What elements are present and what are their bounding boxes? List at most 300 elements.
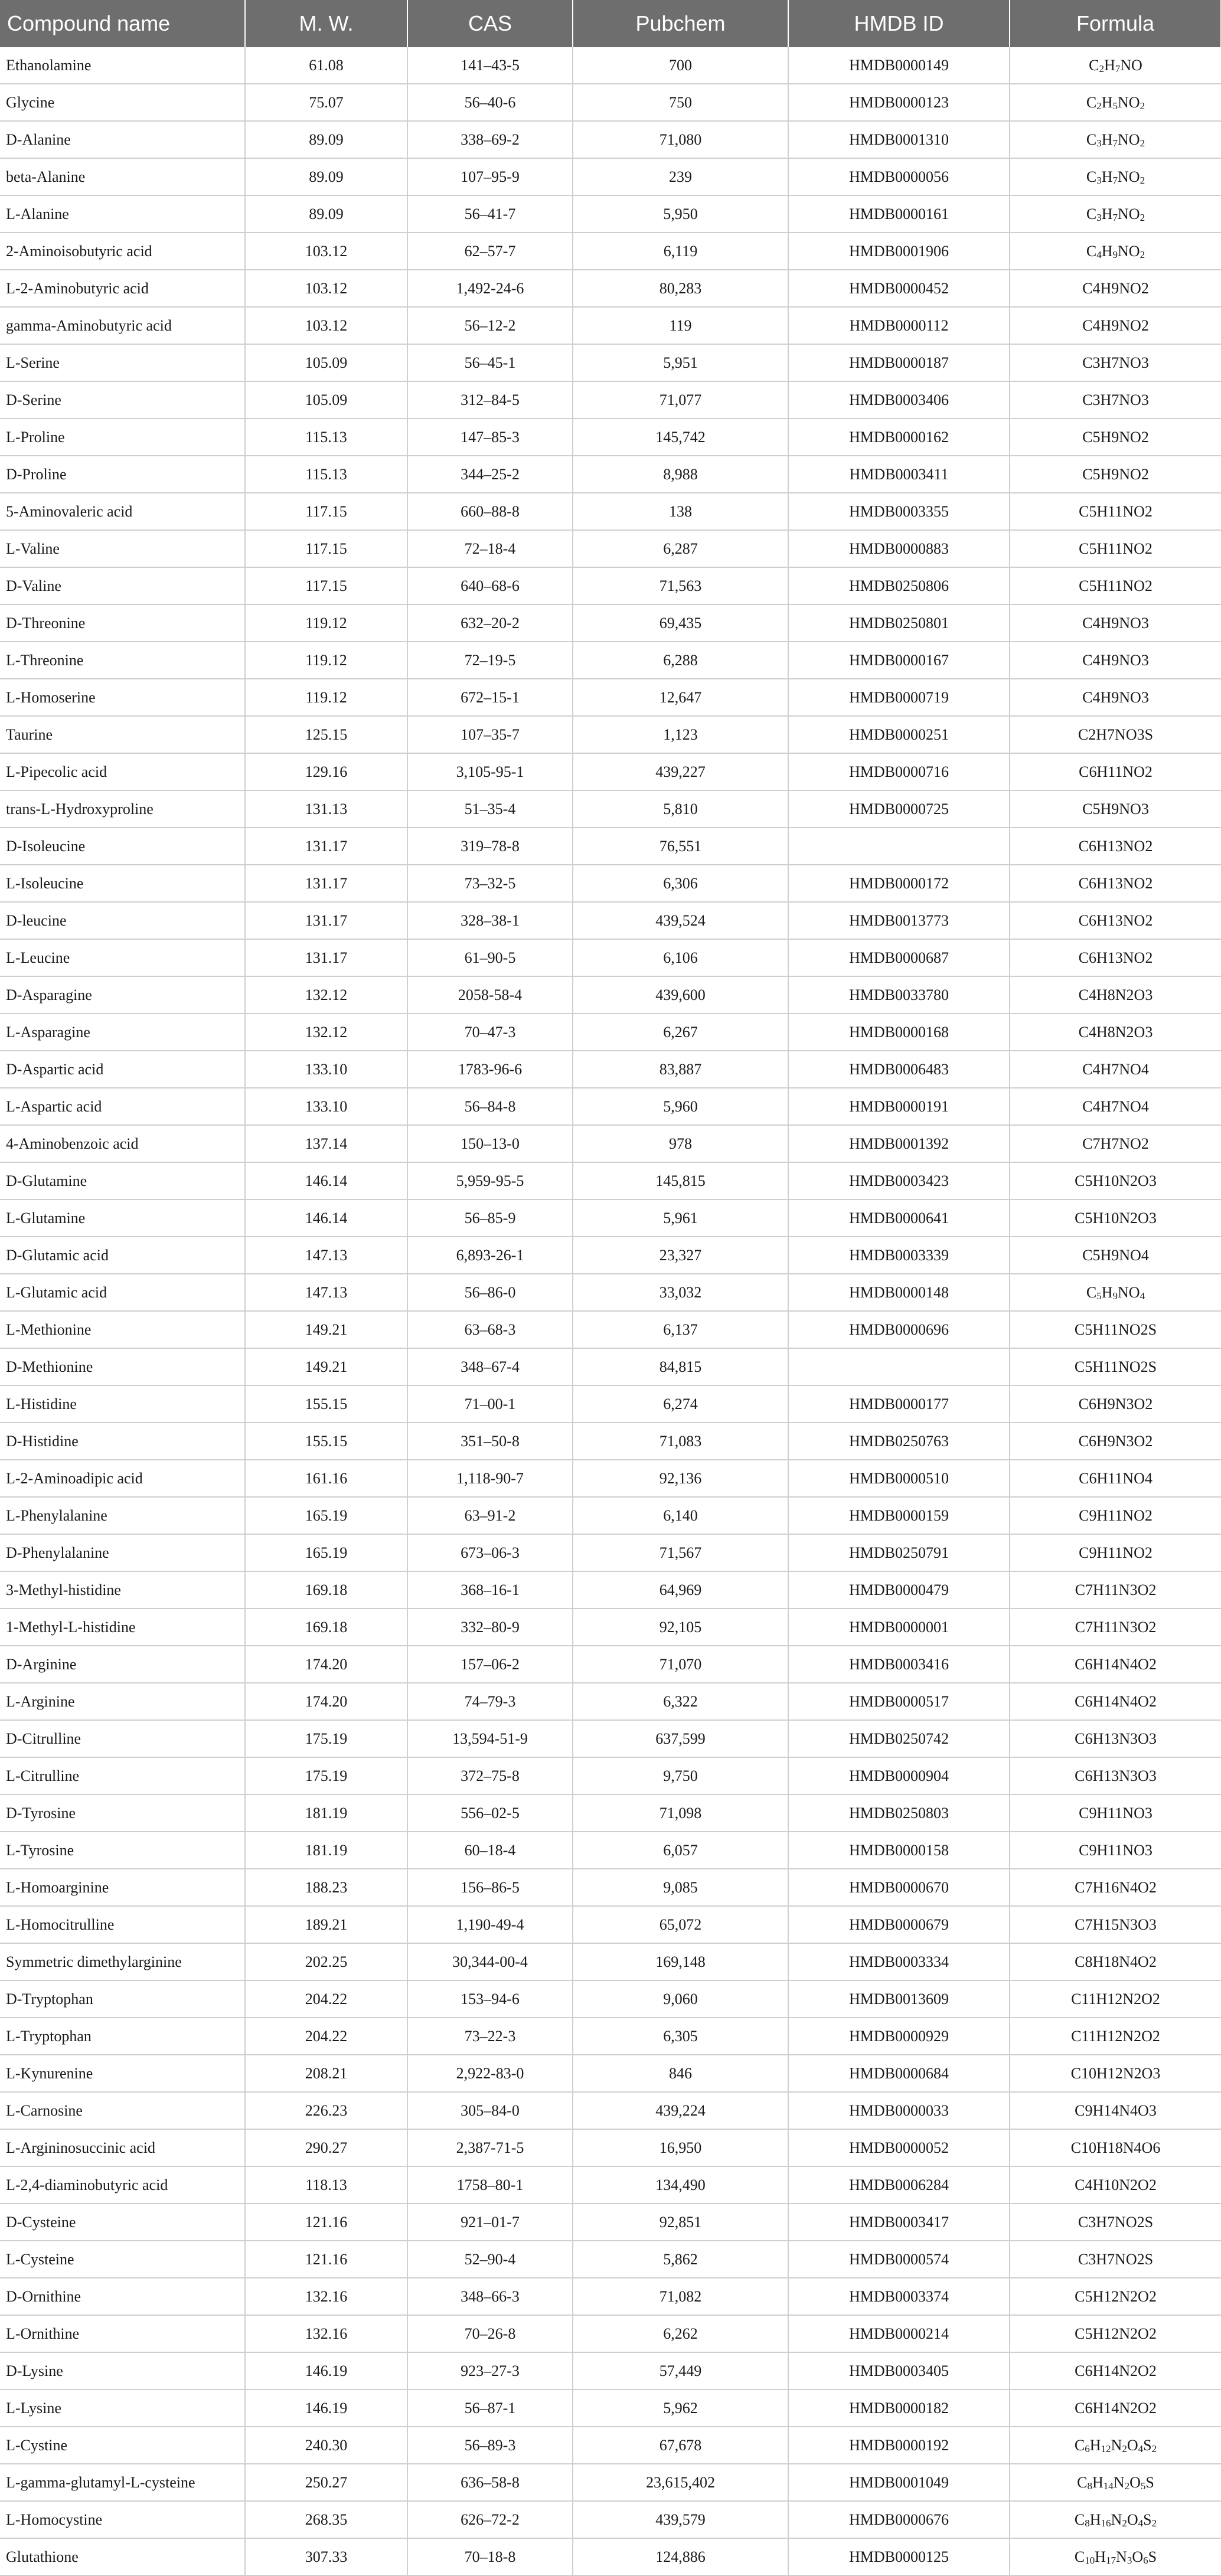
cell-pubchem: 134,490	[573, 2166, 788, 2204]
cell-pubchem: 6,322	[573, 1683, 788, 1720]
cell-cas: 61–90-5	[407, 939, 573, 976]
table-row	[0, 158, 1221, 195]
table-row	[0, 493, 1221, 530]
cell-compound-name: Glycine	[0, 84, 245, 121]
cell-hmdb-id: HMDB0003339	[788, 1237, 1010, 1274]
table-row	[0, 1906, 1221, 1943]
cell-compound-name: L-Glutamine	[0, 1199, 245, 1237]
cell-mw: 137.14	[245, 1125, 407, 1162]
cell-hmdb-id: HMDB0000214	[788, 2315, 1010, 2352]
cell-formula: C6H11NO2	[1010, 753, 1221, 790]
cell-hmdb-id: HMDB0000123	[788, 84, 1010, 121]
cell-compound-name: D-Ornithine	[0, 2278, 245, 2315]
cell-formula: C4H8N2O3	[1010, 1014, 1221, 1051]
cell-hmdb-id: HMDB0000172	[788, 865, 1010, 902]
cell-cas: 150–13-0	[407, 1125, 573, 1162]
table-row	[0, 753, 1221, 790]
cell-hmdb-id: HMDB0000679	[788, 1906, 1010, 1943]
table-row	[0, 1794, 1221, 1832]
table-row	[0, 642, 1221, 679]
cell-cas: 70–18-8	[407, 2538, 573, 2575]
cell-formula: C5H9NO3	[1010, 790, 1221, 828]
cell-cas: 1783-96-6	[407, 1051, 573, 1088]
cell-pubchem: 71,563	[573, 567, 788, 604]
header-mw: M. W.	[245, 0, 407, 47]
cell-cas: 71–00-1	[407, 1385, 573, 1423]
header-pubchem: Pubchem	[573, 0, 788, 47]
cell-compound-name: D-Tryptophan	[0, 1980, 245, 2018]
cell-cas: 56–40-6	[407, 84, 573, 121]
cell-mw: 105.09	[245, 344, 407, 381]
cell-hmdb-id: HMDB0000158	[788, 1832, 1010, 1869]
table-row	[0, 1311, 1221, 1348]
cell-compound-name: L-Arginine	[0, 1683, 245, 1720]
cell-compound-name: 5-Aminovaleric acid	[0, 493, 245, 530]
cell-formula: C5H12N2O2	[1010, 2278, 1221, 2315]
cell-compound-name: L-Aspartic acid	[0, 1088, 245, 1125]
cell-mw: 121.16	[245, 2241, 407, 2278]
cell-cas: 147–85-3	[407, 419, 573, 456]
cell-formula: C6H14N2O2	[1010, 2352, 1221, 2389]
cell-mw: 132.12	[245, 976, 407, 1014]
cell-formula: C5H11NO2	[1010, 530, 1221, 567]
cell-cas: 56–84-8	[407, 1088, 573, 1125]
cell-cas: 63–91-2	[407, 1497, 573, 1534]
cell-compound-name: L-Proline	[0, 419, 245, 456]
cell-formula: C10H18N4O6	[1010, 2129, 1221, 2166]
cell-formula: C6H14N4O2	[1010, 1683, 1221, 1720]
cell-mw: 132.16	[245, 2278, 407, 2315]
cell-mw: 125.15	[245, 716, 407, 753]
cell-compound-name: L-Ornithine	[0, 2315, 245, 2352]
cell-hmdb-id: HMDB0000167	[788, 642, 1010, 679]
cell-cas: 2,922-83-0	[407, 2055, 573, 2092]
cell-formula: C6H13N3O3	[1010, 1757, 1221, 1794]
cell-pubchem: 9,060	[573, 1980, 788, 2018]
cell-cas: 51–35-4	[407, 790, 573, 828]
cell-hmdb-id: HMDB0000168	[788, 1014, 1010, 1051]
cell-pubchem: 12,647	[573, 679, 788, 716]
cell-pubchem: 8,988	[573, 456, 788, 493]
cell-pubchem: 5,810	[573, 790, 788, 828]
cell-hmdb-id: HMDB0250803	[788, 1794, 1010, 1832]
cell-pubchem: 6,267	[573, 1014, 788, 1051]
cell-formula: C6H14N4O2	[1010, 1646, 1221, 1683]
cell-compound-name: L-Leucine	[0, 939, 245, 976]
table-row	[0, 456, 1221, 493]
cell-formula: C5H11NO2S	[1010, 1348, 1221, 1385]
cell-mw: 103.12	[245, 233, 407, 270]
cell-compound-name: 1-Methyl-L-histidine	[0, 1609, 245, 1646]
table-row	[0, 716, 1221, 753]
cell-compound-name: L-Pipecolic acid	[0, 753, 245, 790]
cell-hmdb-id: HMDB0000251	[788, 716, 1010, 753]
table-row	[0, 270, 1221, 307]
cell-pubchem: 138	[573, 493, 788, 530]
cell-formula: C3H7NO3	[1010, 381, 1221, 419]
cell-mw: 174.20	[245, 1683, 407, 1720]
cell-pubchem: 5,962	[573, 2389, 788, 2427]
cell-pubchem: 5,950	[573, 195, 788, 233]
cell-formula: C9H11NO2	[1010, 1497, 1221, 1534]
table-row	[0, 976, 1221, 1014]
cell-formula: C4H9NO3	[1010, 679, 1221, 716]
cell-pubchem: 5,961	[573, 1199, 788, 1237]
cell-compound-name: L-Glutamic acid	[0, 1274, 245, 1311]
table-row	[0, 604, 1221, 642]
cell-hmdb-id: HMDB0000033	[788, 2092, 1010, 2129]
cell-cas: 338–69-2	[407, 121, 573, 158]
cell-pubchem: 71,083	[573, 1423, 788, 1460]
table-row	[0, 1609, 1221, 1646]
cell-hmdb-id: HMDB0000904	[788, 1757, 1010, 1794]
table-row	[0, 2018, 1221, 2055]
cell-pubchem: 439,524	[573, 902, 788, 939]
cell-pubchem: 439,227	[573, 753, 788, 790]
cell-hmdb-id: HMDB0001392	[788, 1125, 1010, 1162]
cell-hmdb-id: HMDB0250801	[788, 604, 1010, 642]
cell-mw: 132.16	[245, 2315, 407, 2352]
cell-cas: 107–35-7	[407, 716, 573, 753]
cell-hmdb-id: HMDB0250791	[788, 1534, 1010, 1571]
cell-formula: C7H15N3O3	[1010, 1906, 1221, 1943]
cell-hmdb-id: HMDB0003417	[788, 2204, 1010, 2241]
header-formula: Formula	[1010, 0, 1221, 47]
header-hmdb-id: HMDB ID	[788, 0, 1010, 47]
cell-mw: 149.21	[245, 1348, 407, 1385]
table-row	[0, 1460, 1221, 1497]
cell-mw: 105.09	[245, 381, 407, 419]
cell-pubchem: 1,123	[573, 716, 788, 753]
cell-hmdb-id: HMDB0000001	[788, 1609, 1010, 1646]
cell-mw: 133.10	[245, 1051, 407, 1088]
table-header	[0, 0, 1221, 47]
cell-pubchem: 6,262	[573, 2315, 788, 2352]
cell-hmdb-id: HMDB0000452	[788, 270, 1010, 307]
cell-formula: C9H11NO3	[1010, 1832, 1221, 1869]
cell-compound-name: D-Histidine	[0, 1423, 245, 1460]
table-row	[0, 2241, 1221, 2278]
cell-mw: 226.23	[245, 2092, 407, 2129]
cell-compound-name: L-Citrulline	[0, 1757, 245, 1794]
cell-pubchem: 439,600	[573, 976, 788, 1014]
cell-hmdb-id: HMDB0000479	[788, 1571, 1010, 1609]
cell-compound-name: L-Serine	[0, 344, 245, 381]
table-row	[0, 1423, 1221, 1460]
cell-hmdb-id: HMDB0250742	[788, 1720, 1010, 1757]
cell-mw: 89.09	[245, 195, 407, 233]
cell-cas: 13,594-51-9	[407, 1720, 573, 1757]
cell-mw: 133.10	[245, 1088, 407, 1125]
cell-hmdb-id: HMDB0000148	[788, 1274, 1010, 1311]
cell-cas: 5,959-95-5	[407, 1162, 573, 1199]
cell-hmdb-id: HMDB0003405	[788, 2352, 1010, 2389]
cell-pubchem: 145,815	[573, 1162, 788, 1199]
cell-cas: 673–06-3	[407, 1534, 573, 1571]
cell-hmdb-id: HMDB0000112	[788, 307, 1010, 344]
cell-pubchem: 239	[573, 158, 788, 195]
cell-formula: C6H13NO2	[1010, 865, 1221, 902]
cell-mw: 174.20	[245, 1646, 407, 1683]
cell-cas: 348–67-4	[407, 1348, 573, 1385]
cell-cas: 332–80-9	[407, 1609, 573, 1646]
cell-cas: 923–27-3	[407, 2352, 573, 2389]
cell-mw: 103.12	[245, 270, 407, 307]
table-row	[0, 790, 1221, 828]
table-row	[0, 1237, 1221, 1274]
cell-compound-name: 3-Methyl-histidine	[0, 1571, 245, 1609]
cell-cas: 660–88-8	[407, 493, 573, 530]
cell-mw: 119.12	[245, 642, 407, 679]
cell-hmdb-id: HMDB0000161	[788, 195, 1010, 233]
cell-pubchem: 439,224	[573, 2092, 788, 2129]
cell-pubchem: 6,057	[573, 1832, 788, 1869]
table-row	[0, 1720, 1221, 1757]
cell-hmdb-id: HMDB0033780	[788, 976, 1010, 1014]
table-row	[0, 1497, 1221, 1534]
cell-hmdb-id: HMDB0000725	[788, 790, 1010, 828]
cell-mw: 161.16	[245, 1460, 407, 1497]
cell-pubchem: 71,077	[573, 381, 788, 419]
cell-pubchem: 978	[573, 1125, 788, 1162]
cell-pubchem: 6,287	[573, 530, 788, 567]
cell-cas: 56–89-3	[407, 2427, 573, 2464]
cell-hmdb-id: HMDB0000716	[788, 753, 1010, 790]
table-row	[0, 419, 1221, 456]
cell-formula: C5H9NO2	[1010, 456, 1221, 493]
cell-hmdb-id: HMDB0003416	[788, 1646, 1010, 1683]
cell-mw: 146.19	[245, 2389, 407, 2427]
cell-compound-name: D-Methionine	[0, 1348, 245, 1385]
cell-pubchem: 71,082	[573, 2278, 788, 2315]
table-row	[0, 1534, 1221, 1571]
cell-pubchem: 92,851	[573, 2204, 788, 2241]
cell-pubchem: 119	[573, 307, 788, 344]
cell-cas: 63–68-3	[407, 1311, 573, 1348]
cell-cas: 73–32-5	[407, 865, 573, 902]
cell-hmdb-id: HMDB0000192	[788, 2427, 1010, 2464]
cell-compound-name: Ethanolamine	[0, 47, 245, 84]
cell-formula: C4H8N2O3	[1010, 976, 1221, 1014]
cell-pubchem: 71,070	[573, 1646, 788, 1683]
cell-hmdb-id: HMDB0000191	[788, 1088, 1010, 1125]
cell-pubchem: 6,274	[573, 1385, 788, 1423]
cell-formula: C5H12N2O2	[1010, 2315, 1221, 2352]
cell-formula: C4H9NO3	[1010, 642, 1221, 679]
cell-mw: 131.17	[245, 939, 407, 976]
table-row	[0, 828, 1221, 865]
cell-cas: 921–01-7	[407, 2204, 573, 2241]
cell-mw: 169.18	[245, 1571, 407, 1609]
table-row	[0, 2278, 1221, 2315]
cell-compound-name: Symmetric dimethylarginine	[0, 1943, 245, 1980]
cell-formula: C6H11NO4	[1010, 1460, 1221, 1497]
cell-compound-name: L-Asparagine	[0, 1014, 245, 1051]
cell-compound-name: D-Proline	[0, 456, 245, 493]
cell-pubchem: 83,887	[573, 1051, 788, 1088]
cell-compound-name: D-Threonine	[0, 604, 245, 642]
cell-formula: C8H18N4O2	[1010, 1943, 1221, 1980]
cell-hmdb-id: HMDB0000574	[788, 2241, 1010, 2278]
cell-compound-name: L-Threonine	[0, 642, 245, 679]
cell-pubchem: 92,105	[573, 1609, 788, 1646]
cell-pubchem: 6,106	[573, 939, 788, 976]
cell-hmdb-id: HMDB0250763	[788, 1423, 1010, 1460]
cell-pubchem: 637,599	[573, 1720, 788, 1757]
cell-cas: 56–86-0	[407, 1274, 573, 1311]
table-row	[0, 1385, 1221, 1423]
cell-mw: 290.27	[245, 2129, 407, 2166]
cell-hmdb-id: HMDB0000182	[788, 2389, 1010, 2427]
cell-compound-name: L-2-Aminoadipic acid	[0, 1460, 245, 1497]
table-row	[0, 1274, 1221, 1311]
cell-pubchem: 84,815	[573, 1348, 788, 1385]
cell-cas: 73–22-3	[407, 2018, 573, 2055]
cell-mw: 147.13	[245, 1237, 407, 1274]
cell-cas: 1758–80-1	[407, 2166, 573, 2204]
cell-compound-name: L-gamma-glutamyl-L-cysteine	[0, 2464, 245, 2501]
cell-compound-name: D-Citrulline	[0, 1720, 245, 1757]
cell-formula: C5H11NO2S	[1010, 1311, 1221, 1348]
cell-compound-name: beta-Alanine	[0, 158, 245, 195]
cell-pubchem: 71,080	[573, 121, 788, 158]
cell-cas: 368–16-1	[407, 1571, 573, 1609]
cell-pubchem: 5,951	[573, 344, 788, 381]
cell-cas: 672–15-1	[407, 679, 573, 716]
cell-mw: 75.07	[245, 84, 407, 121]
cell-mw: 103.12	[245, 307, 407, 344]
cell-formula: C9H11NO3	[1010, 1794, 1221, 1832]
cell-pubchem: 5,960	[573, 1088, 788, 1125]
cell-pubchem: 23,327	[573, 1237, 788, 1274]
cell-cas: 56–45-1	[407, 344, 573, 381]
table-row	[0, 2501, 1221, 2538]
cell-mw: 117.15	[245, 567, 407, 604]
table-row	[0, 2538, 1221, 2575]
table-row	[0, 2315, 1221, 2352]
cell-mw: 169.18	[245, 1609, 407, 1646]
table-row	[0, 1014, 1221, 1051]
cell-formula: C9H14N4O3	[1010, 2092, 1221, 2129]
cell-mw: 189.21	[245, 1906, 407, 1943]
table-row	[0, 344, 1221, 381]
cell-hmdb-id: HMDB0000052	[788, 2129, 1010, 2166]
cell-mw: 131.17	[245, 828, 407, 865]
cell-mw: 268.35	[245, 2501, 407, 2538]
table-row	[0, 1646, 1221, 1683]
cell-formula: C5H10N2O3	[1010, 1162, 1221, 1199]
table-row	[0, 233, 1221, 270]
table-row	[0, 1571, 1221, 1609]
cell-formula: $C_5H_9NO_4$	[1010, 1274, 1221, 1311]
cell-mw: 121.16	[245, 2204, 407, 2241]
cell-mw: 131.13	[245, 790, 407, 828]
cell-cas: 3,105-95-1	[407, 753, 573, 790]
cell-pubchem: 9,750	[573, 1757, 788, 1794]
cell-mw: 165.19	[245, 1497, 407, 1534]
cell-mw: 115.13	[245, 419, 407, 456]
table-row	[0, 195, 1221, 233]
cell-hmdb-id: HMDB0000929	[788, 2018, 1010, 2055]
cell-compound-name: trans-L-Hydroxyproline	[0, 790, 245, 828]
cell-formula: C6H14N2O2	[1010, 2389, 1221, 2427]
cell-hmdb-id	[788, 1348, 1010, 1385]
cell-formula: C5H11NO2	[1010, 567, 1221, 604]
cell-formula: C6H9N3O2	[1010, 1423, 1221, 1460]
cell-mw: 117.15	[245, 493, 407, 530]
cell-formula: C2H7NO3S	[1010, 716, 1221, 753]
cell-pubchem: 67,678	[573, 2427, 788, 2464]
cell-mw: 202.25	[245, 1943, 407, 1980]
cell-formula: C4H9NO3	[1010, 604, 1221, 642]
cell-compound-name: L-Kynurenine	[0, 2055, 245, 2092]
cell-formula: $C_3H_7NO_2$	[1010, 158, 1221, 195]
cell-hmdb-id: HMDB0000510	[788, 1460, 1010, 1497]
cell-compound-name: L-Histidine	[0, 1385, 245, 1423]
cell-mw: 204.22	[245, 2018, 407, 2055]
cell-pubchem: 145,742	[573, 419, 788, 456]
table-row	[0, 530, 1221, 567]
table-body	[0, 47, 1221, 2575]
table-row	[0, 567, 1221, 604]
cell-hmdb-id: HMDB0000719	[788, 679, 1010, 716]
header-cas: CAS	[407, 0, 573, 47]
cell-formula: C6H13NO2	[1010, 939, 1221, 976]
table-row	[0, 1683, 1221, 1720]
cell-formula: $C_3H_7NO_2$	[1010, 195, 1221, 233]
cell-formula: C5H9NO2	[1010, 419, 1221, 456]
cell-cas: 56–85-9	[407, 1199, 573, 1237]
cell-formula: C5H10N2O3	[1010, 1199, 1221, 1237]
cell-pubchem: 71,098	[573, 1794, 788, 1832]
table-row	[0, 1088, 1221, 1125]
cell-hmdb-id: HMDB0000162	[788, 419, 1010, 456]
cell-pubchem: 76,551	[573, 828, 788, 865]
cell-hmdb-id: HMDB0003423	[788, 1162, 1010, 1199]
cell-cas: 1,118-90-7	[407, 1460, 573, 1497]
cell-cas: 153–94-6	[407, 1980, 573, 2018]
cell-cas: 74–79-3	[407, 1683, 573, 1720]
cell-hmdb-id	[788, 828, 1010, 865]
table-row	[0, 1757, 1221, 1794]
cell-compound-name: D-Phenylalanine	[0, 1534, 245, 1571]
cell-cas: 640–68-6	[407, 567, 573, 604]
cell-formula: C4H7NO4	[1010, 1088, 1221, 1125]
cell-mw: 146.19	[245, 2352, 407, 2389]
cell-mw: 240.30	[245, 2427, 407, 2464]
table-row	[0, 2166, 1221, 2204]
cell-compound-name: L-Homoarginine	[0, 1869, 245, 1906]
cell-pubchem: 6,305	[573, 2018, 788, 2055]
cell-cas: 56–87-1	[407, 2389, 573, 2427]
cell-cas: 30,344-00-4	[407, 1943, 573, 1980]
cell-hmdb-id: HMDB0000056	[788, 158, 1010, 195]
cell-compound-name: D-Asparagine	[0, 976, 245, 1014]
cell-formula: C5H9NO4	[1010, 1237, 1221, 1274]
table-row	[0, 1832, 1221, 1869]
cell-hmdb-id: HMDB0000883	[788, 530, 1010, 567]
cell-compound-name: D-Glutamine	[0, 1162, 245, 1199]
cell-formula: C4H9NO2	[1010, 307, 1221, 344]
cell-cas: 62–57-7	[407, 233, 573, 270]
cell-pubchem: 169,148	[573, 1943, 788, 1980]
table-row	[0, 2092, 1221, 2129]
table-row	[0, 2427, 1221, 2464]
cell-pubchem: 5,862	[573, 2241, 788, 2278]
cell-cas: 372–75-8	[407, 1757, 573, 1794]
cell-formula: C3H7NO2S	[1010, 2241, 1221, 2278]
cell-cas: 328–38-1	[407, 902, 573, 939]
